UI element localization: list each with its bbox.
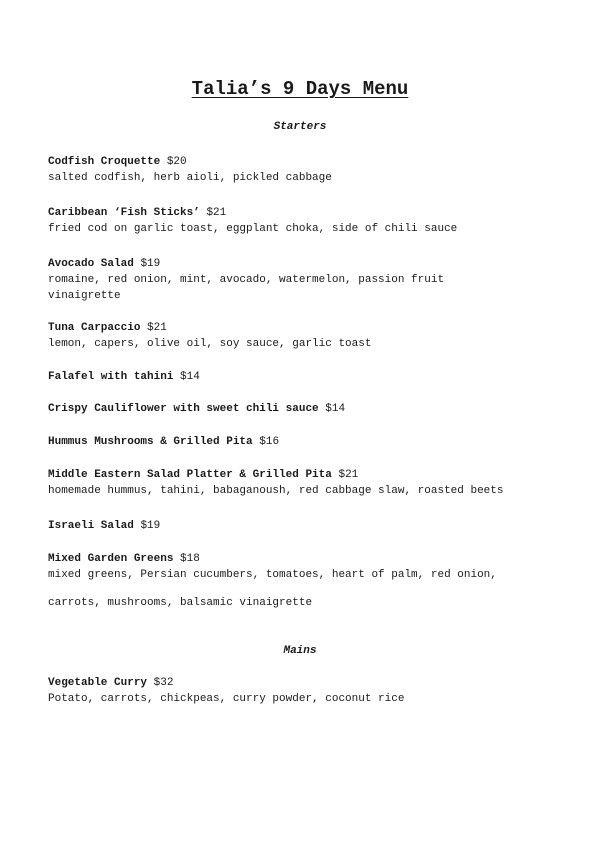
menu-item	[48, 369, 568, 385]
item-name: Mixed Garden Greens	[48, 553, 174, 565]
item-description: romaine, red onion, mint, avocado, watermelon, passion fruit vinaigrette	[48, 274, 445, 302]
item-price: $14	[180, 371, 200, 383]
item-price: $21	[147, 322, 167, 334]
item-name: Vegetable Curry	[48, 677, 148, 689]
item-description: Potato, carrots, chickpeas, curry powder, coconut rice	[48, 693, 405, 705]
menu-item	[48, 551, 568, 583]
item-name: Caribbean ‘Fish Sticks’	[48, 207, 200, 219]
item-price: $20	[166, 156, 187, 168]
item-price: $21	[206, 207, 227, 219]
item-description: lemon, capers, olive oil, soy sauce, garlic toast	[48, 338, 372, 350]
item-name: Falafel with tahini	[48, 371, 174, 383]
item-name: Hummus Mushrooms & Grilled Pita	[48, 436, 253, 448]
item-price: $16	[259, 436, 280, 448]
item-description-continued: carrots, mushrooms, balsamic vinaigrette	[48, 597, 313, 609]
item-price: $19	[140, 520, 161, 532]
menu-item	[48, 154, 568, 186]
starters-heading: Starters	[273, 121, 327, 133]
item-price: $14	[325, 403, 346, 415]
item-name: Middle Eastern Salad Platter & Grilled Pita	[48, 469, 332, 481]
item-name: Israeli Salad	[48, 520, 134, 532]
item-price: $18	[180, 553, 200, 565]
menu-item	[48, 256, 488, 304]
item-description: homemade hummus, tahini, babaganoush, red cabbage slaw, roasted beets	[48, 485, 504, 497]
item-description: mixed greens, Persian cucumbers, tomatoes, heart of palm, red onion,	[48, 569, 497, 581]
menu-title: Talia’s 9 Days Menu	[191, 78, 409, 100]
menu-item	[48, 467, 568, 499]
menu-item	[48, 434, 568, 450]
menu-item	[48, 518, 568, 534]
menu-item	[48, 401, 568, 417]
item-description: salted codfish, herb aioli, pickled cabbage	[48, 172, 332, 184]
menu-item	[48, 320, 568, 352]
item-name: Tuna Carpaccio	[48, 322, 141, 334]
item-price: $32	[153, 677, 174, 689]
item-name: Crispy Cauliflower with sweet chili sauce	[48, 403, 319, 415]
item-price: $21	[338, 469, 359, 481]
item-price: $19	[140, 258, 161, 270]
menu-item	[48, 205, 568, 237]
item-description: fried cod on garlic toast, eggplant choka, side of chili sauce	[48, 223, 458, 235]
item-name: Codfish Croquette	[48, 156, 161, 168]
menu-item	[48, 675, 568, 707]
item-name: Avocado Salad	[48, 258, 134, 270]
mains-heading: Mains	[283, 645, 317, 657]
